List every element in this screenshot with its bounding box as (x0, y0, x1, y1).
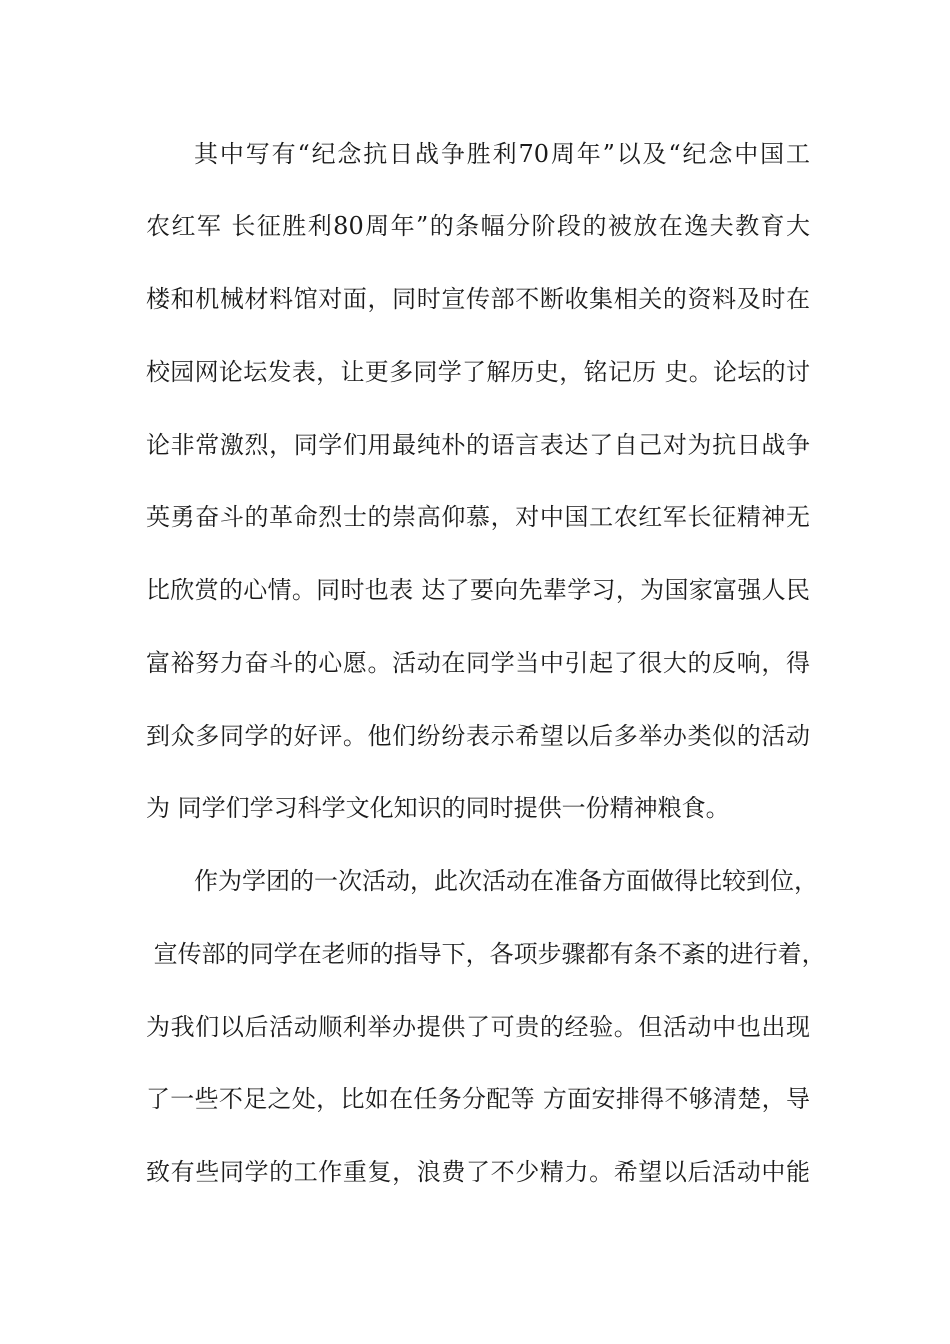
paragraph-line: 了一些不足之处，比如在任务分配等 方面安排得不够清楚，导 (146, 1085, 810, 1113)
paragraph-line: 校园网论坛发表，让更多同学了解历史，铭记历 史。论坛的讨 (146, 358, 810, 386)
paragraph-line: 其中写有“纪念抗日战争胜利70周年”以及“纪念中国工 (194, 140, 810, 168)
paragraph-line: 为我们以后活动顺利举办提供了可贵的经验。但活动中也出现 (146, 1013, 810, 1041)
paragraph-line: 到众多同学的好评。他们纷纷表示希望以后多举办类似的活动 (146, 722, 810, 750)
paragraph-line: 宣传部的同学在老师的指导下，各项步骤都有条不紊的进行着， (146, 940, 826, 968)
paragraph-line: 农红军 长征胜利80周年”的条幅分阶段的被放在逸夫教育大 (146, 212, 810, 240)
paragraph-line: 楼和机械材料馆对面，同时宣传部不断收集相关的资料及时在 (146, 285, 810, 313)
paragraph-line: 为 同学们学习科学文化知识的同时提供一份精神粮食。 (146, 794, 730, 822)
paragraph-line: 作为学团的一次活动，此次活动在准备方面做得比较到位， (194, 867, 818, 895)
paragraph-line: 论非常激烈，同学们用最纯朴的语言表达了自己对为抗日战争 (146, 431, 810, 459)
paragraph-line: 英勇奋斗的革命烈士的崇高仰慕，对中国工农红军长征精神无 (146, 503, 810, 531)
paragraph-line: 比欣赏的心情。同时也表 达了要向先辈学习，为国家富强人民 (146, 576, 810, 604)
paragraph-line: 富裕努力奋斗的心愿。活动在同学当中引起了很大的反响，得 (146, 649, 810, 677)
paragraph-line: 致有些同学的工作重复，浪费了不少精力。希望以后活动中能 (146, 1158, 810, 1186)
